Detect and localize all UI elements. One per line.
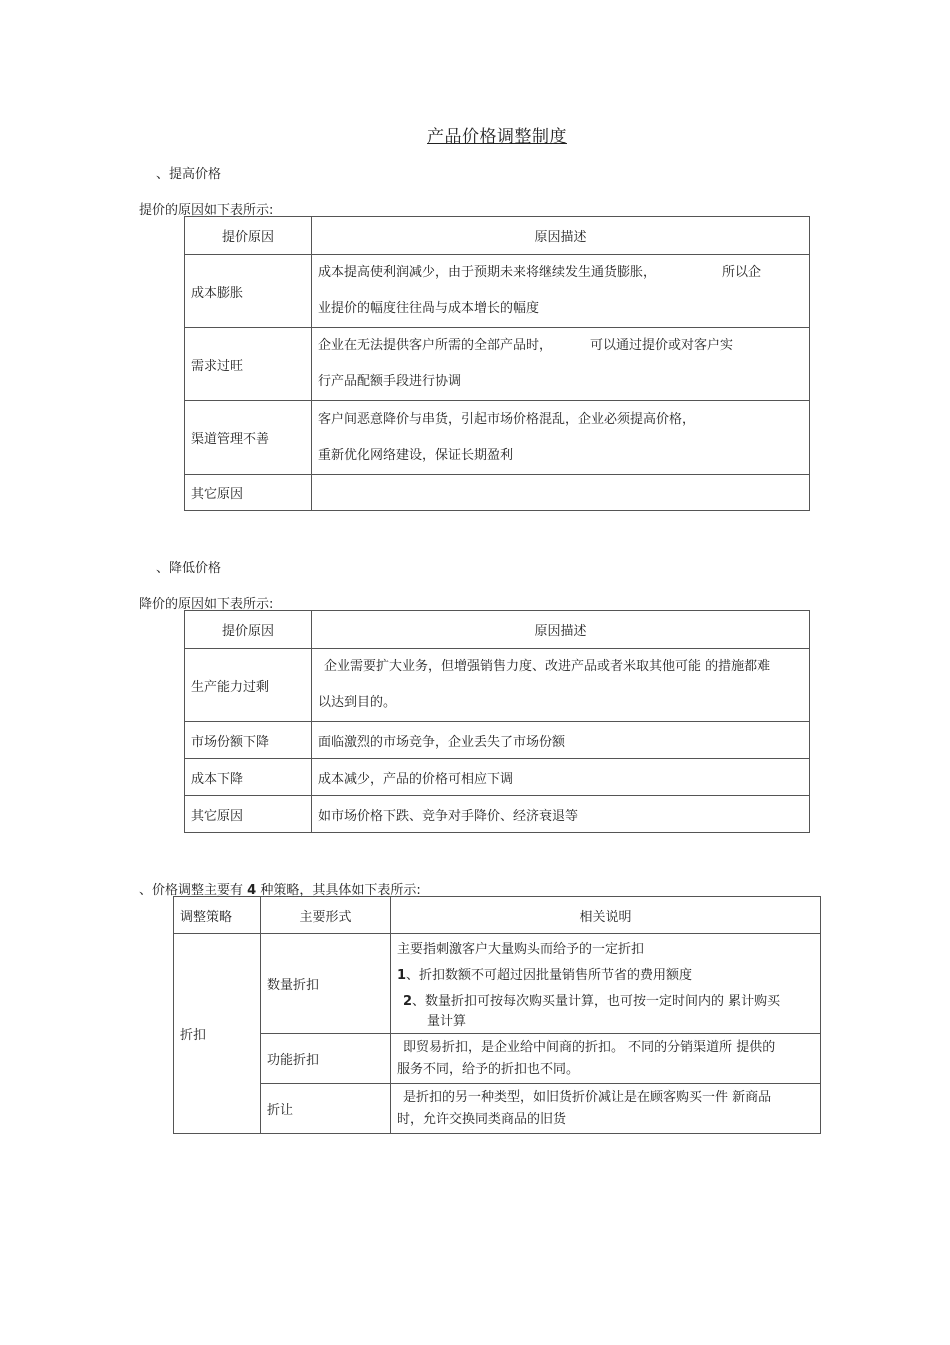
lower-reasons-table (184, 610, 810, 833)
header-strategy: 调整策略 (174, 897, 261, 934)
description-line: 企业需要扩大业务，但增强销售力度、改进产品或者米取其他可能 的措施都难 (324, 659, 771, 674)
description-cell (312, 255, 810, 328)
description-cell (312, 649, 810, 722)
table-header-row (174, 897, 821, 934)
notes-line: 即贸易折扣，是企业给中间商的折扣。 不同的分销渠道所 提供的 (403, 1039, 776, 1055)
description-line-cont: 所以企 (722, 265, 762, 280)
header-reason: 提价原因 (185, 217, 312, 255)
section-intro-lower: 降价的原因如下表所示: (139, 597, 274, 612)
table-row (185, 722, 810, 759)
description-cell (312, 328, 810, 401)
table-row (185, 649, 810, 722)
notes-cell (391, 1084, 821, 1134)
description-cell (312, 401, 810, 475)
description-line: 以达到目的。 (318, 695, 397, 710)
table-row (185, 401, 810, 475)
description-line: 客户间恶意降价与串货，引起市场价格混乱，企业必须提高价格， (318, 411, 696, 427)
notes-line: 、数量折扣可按每次购买量计算，也可按一定时间内的 累计购买 (412, 994, 781, 1009)
table-row (185, 328, 810, 401)
header-reason: 提价原因 (185, 611, 312, 649)
table-row (174, 934, 821, 1034)
description-cell (312, 475, 810, 511)
form-cell: 功能折扣 (261, 1034, 391, 1084)
reason-cell: 成本下降 (185, 759, 312, 796)
form-cell: 数量折扣 (261, 934, 391, 1034)
form-cell: 折让 (261, 1084, 391, 1134)
table-header-row (185, 611, 810, 649)
header-notes: 相关说明 (391, 897, 821, 934)
raise-reasons-table (184, 216, 810, 511)
reason-cell: 其它原因 (185, 475, 312, 511)
strategy-table (173, 896, 821, 1134)
notes-line: 主要指刺激客户大量购头而给予的一定折扣 (397, 942, 645, 957)
description-line: 重新优化网络建设，保证长期盈利 (318, 447, 514, 463)
description-cell: 如市场价格下跌、竞争对手降价、经济衰退等 (312, 796, 810, 833)
notes-cell (391, 934, 821, 1034)
reason-cell: 市场份额下降 (185, 722, 312, 759)
description-line: 企业在无法提供客户所需的全部产品时， (318, 338, 553, 353)
header-description: 原因描述 (312, 611, 810, 649)
item-number: 2 (403, 994, 413, 1009)
reason-cell: 生产能力过剩 (185, 649, 312, 722)
description-cell: 面临激烈的市场竞争，企业丢失了市场份额 (312, 722, 810, 759)
table-row (185, 796, 810, 833)
table-row (185, 255, 810, 328)
intro-text: 、价格调整主要有 (139, 883, 244, 898)
section-heading-raise: 、提高价格 (156, 167, 222, 182)
notes-cell (391, 1034, 821, 1084)
notes-line: 服务不同，给予的折扣也不同。 (397, 1061, 580, 1077)
table-header-row (185, 217, 810, 255)
page-title: 产品价格调整制度 (427, 127, 567, 147)
notes-line: 是折扣的另一种类型，如旧货折价减让是在顾客购买一件 新商品 (403, 1089, 772, 1105)
section-heading-lower: 、降低价格 (156, 561, 222, 576)
description-cell: 成本减少，产品的价格可相应下调 (312, 759, 810, 796)
table-row (174, 1034, 821, 1084)
notes-line: 量计算 (427, 1014, 467, 1029)
strategy-cell: 折扣 (174, 934, 261, 1134)
table-row (185, 475, 810, 511)
notes-line: 时，允许交换同类商品的旧货 (397, 1111, 567, 1127)
description-line: 成本提高使利润减少，由于预期未来将继续发生通货膨胀， (318, 265, 657, 280)
description-line-cont: 可以通过提价或对客户实 (590, 338, 734, 353)
description-line: 行产品配额手段进行协调 (318, 374, 462, 389)
reason-cell: 需求过旺 (185, 328, 312, 401)
item-number: 1 (397, 968, 407, 983)
reason-cell: 成本膨胀 (185, 255, 312, 328)
intro-number: 4 (247, 883, 257, 898)
table-row (185, 759, 810, 796)
reason-cell: 其它原因 (185, 796, 312, 833)
notes-line: 、折扣数额不可超过因批量销售所节省的费用额度 (406, 968, 693, 983)
header-form: 主要形式 (261, 897, 391, 934)
reason-cell: 渠道管理不善 (185, 401, 312, 475)
table-row (174, 1084, 821, 1134)
description-line: 业提价的幅度往往咼与成本增长的幅度 (318, 301, 540, 316)
intro-text-cont: 种策略，其具体如下表所示: (260, 883, 421, 898)
header-description: 原因描述 (312, 217, 810, 255)
section-intro-raise: 提价的原因如下表所示: (139, 203, 274, 218)
